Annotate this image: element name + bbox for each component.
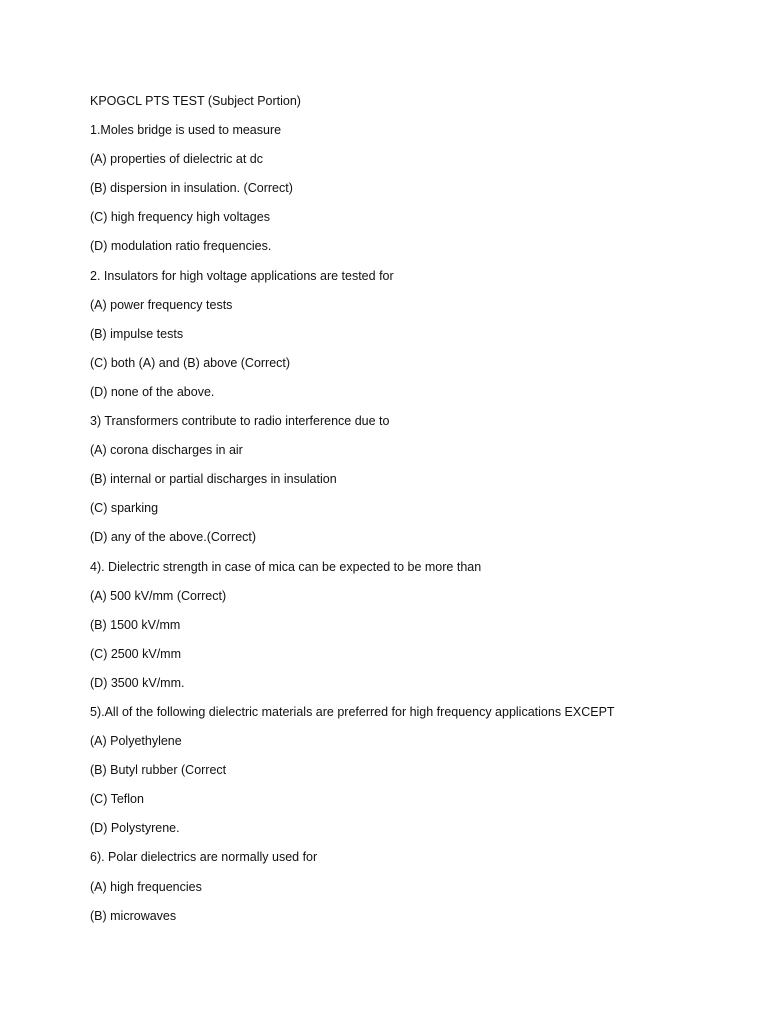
question-1-option-c: (C) high frequency high voltages [90,210,270,225]
question-3-prompt: 3) Transformers contribute to radio interference due to [90,414,390,429]
question-2-option-a: (A) power frequency tests [90,297,233,312]
question-3-option-d: (D) any of the above.(Correct) [90,530,257,545]
question-1-option-a: (A) properties of dielectric at dc [90,152,263,167]
question-1-option-d: (D) modulation ratio frequencies. [90,239,272,254]
question-2-option-c: (C) both (A) and (B) above (Correct) [90,355,291,370]
question-5-option-a: (A) Polyethylene [90,734,182,749]
question-4-option-a: (A) 500 kV/mm (Correct) [90,588,227,603]
question-5-option-c: (C) Teflon [90,792,144,807]
question-6-option-a: (A) high frequencies [90,879,202,894]
question-5-option-d: (D) Polystyrene. [90,821,180,836]
question-5-prompt: 5).All of the following dielectric materials are preferred for high frequency applications EXCEPT [90,704,615,719]
document-body [90,91,730,935]
question-3-option-c: (C) sparking [90,501,159,516]
question-3-option-a: (A) corona discharges in air [90,443,243,458]
question-6-prompt: 6). Polar dielectrics are normally used for [90,850,318,865]
question-2-prompt: 2. Insulators for high voltage applications are tested for [90,268,394,283]
question-4-option-d: (D) 3500 kV/mm. [90,675,185,690]
question-1-prompt: 1.Moles bridge is used to measure [90,123,282,138]
question-1-option-b: (B) dispersion in insulation. (Correct) [90,181,293,196]
question-2-option-d: (D) none of the above. [90,384,215,399]
question-3-option-b: (B) internal or partial discharges in insulation [90,472,337,487]
document-title: KPOGCL PTS TEST (Subject Portion) [90,94,301,108]
question-6-option-b: (B) microwaves [90,908,177,923]
question-4-prompt: 4). Dielectric strength in case of mica can be expected to be more than [90,559,482,574]
question-5-option-b: (B) Butyl rubber (Correct [90,763,227,778]
question-4-option-b: (B) 1500 kV/mm [90,617,181,632]
question-4-option-c: (C) 2500 kV/mm [90,646,181,661]
question-2-option-b: (B) impulse tests [90,326,184,341]
